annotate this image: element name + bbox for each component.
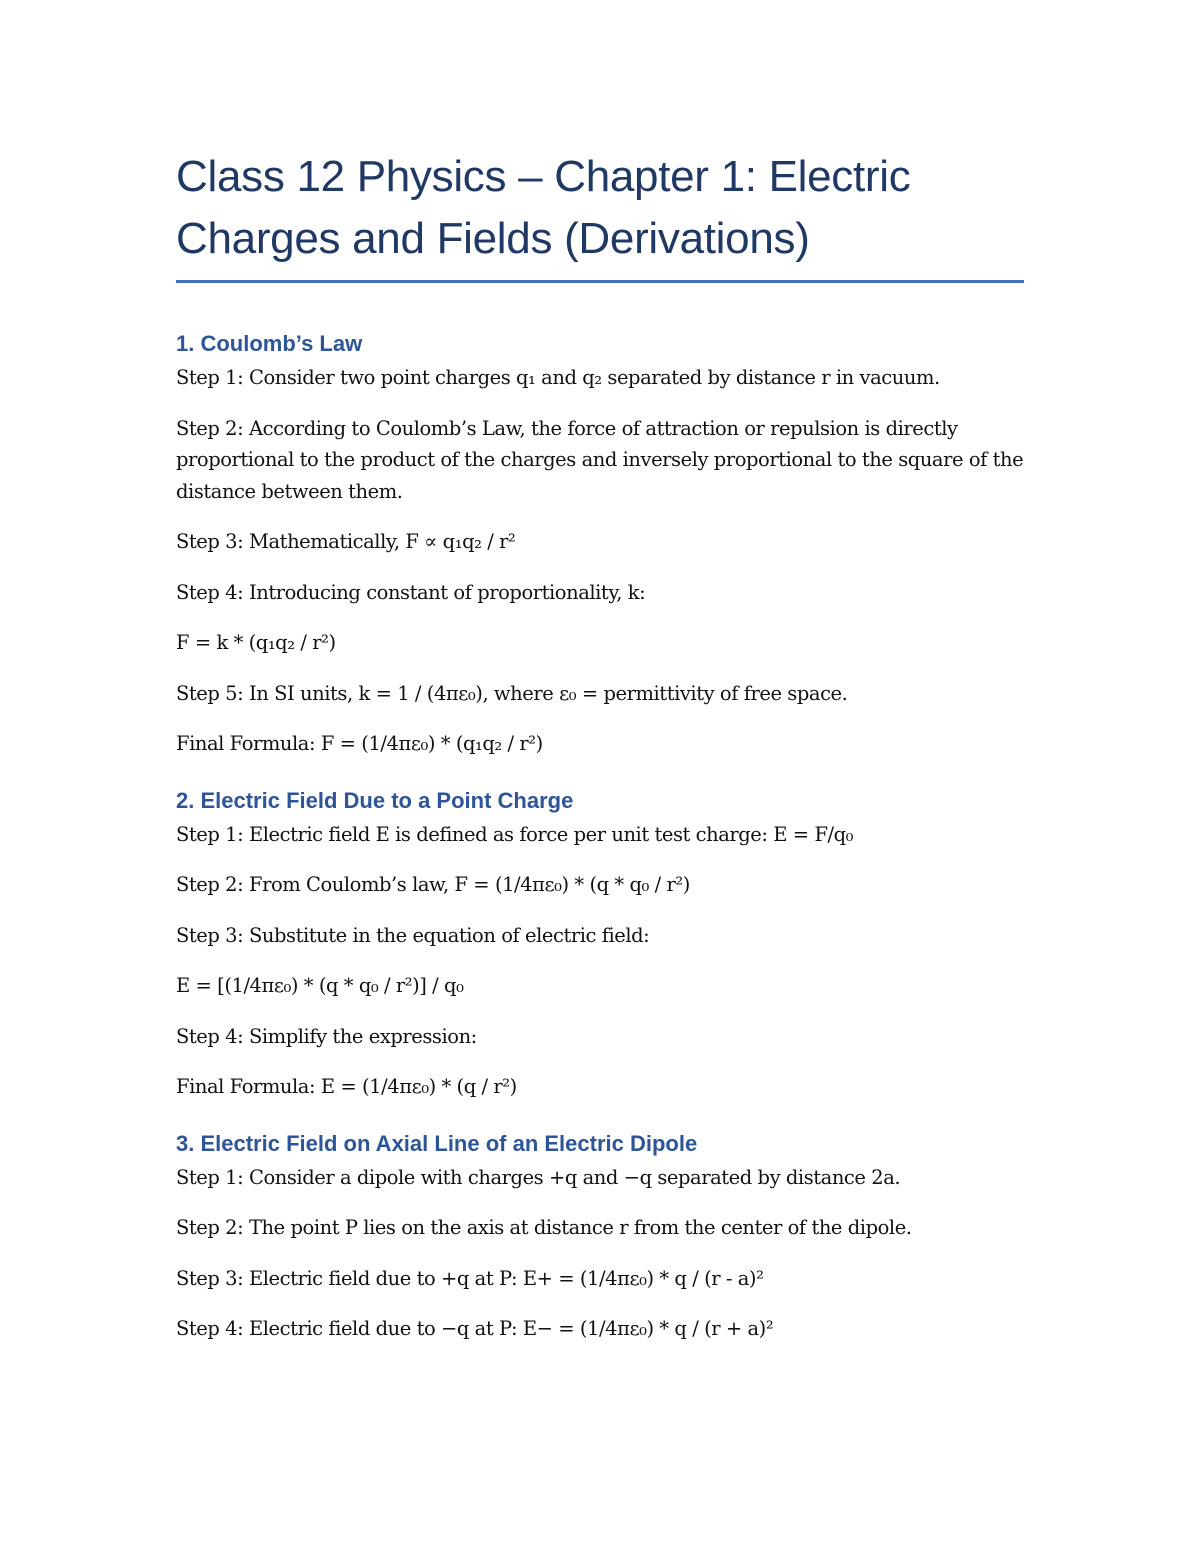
paragraph: Step 5: In SI units, k = 1 / (4πε₀), where ε₀ = permittivity of free space. bbox=[176, 681, 848, 705]
paragraph: Step 3: Electric field due to +q at P: E+ = (1/4πε₀) * q / (r - a)² bbox=[176, 1266, 764, 1290]
section-heading: 1. Coulomb’s Law bbox=[176, 331, 363, 356]
paragraph: Step 4: Electric field due to −q at P: E− = (1/4πε₀) * q / (r + a)² bbox=[176, 1317, 774, 1340]
paragraph: Step 2: From Coulomb’s law, F = (1/4πε₀) * (q * q₀ / r²) bbox=[176, 873, 690, 896]
document-page bbox=[176, 146, 1029, 1364]
final-formula: Final Formula: E = (1/4πε₀) * (q / r²) bbox=[176, 1075, 517, 1098]
paragraph: Step 4: Simplify the expression: bbox=[176, 1024, 477, 1048]
formula: E = [(1/4πε₀) * (q * q₀ / r²)] / q₀ bbox=[176, 974, 464, 997]
formula: F = k * (q₁q₂ / r²) bbox=[176, 631, 336, 654]
section-coulombs-law bbox=[176, 330, 1029, 760]
paragraph: Step 1: Electric field E is defined as force per unit test charge: E = F/q₀ bbox=[176, 822, 854, 846]
final-formula: Final Formula: F = (1/4πε₀) * (q₁q₂ / r²) bbox=[176, 732, 543, 755]
section-heading: 3. Electric Field on Axial Line of an Electric Dipole bbox=[176, 1130, 698, 1156]
paragraph: Step 2: According to Coulomb’s Law, the force of attraction or repulsion is directly proportional to the product of the charges and inversely proportional to the square of the distance between them. bbox=[176, 416, 1029, 503]
paragraph: Step 4: Introducing constant of proportionality, k: bbox=[176, 580, 646, 604]
section-heading: 2. Electric Field Due to a Point Charge bbox=[176, 787, 574, 813]
section-electric-field-point-charge bbox=[176, 787, 1024, 1103]
section-dipole-axial-field bbox=[176, 1130, 1024, 1345]
paragraph: Step 3: Mathematically, F ∝ q₁q₂ / r² bbox=[176, 530, 516, 553]
paragraph: Step 1: Consider two point charges q₁ and q₂ separated by distance r in vacuum. bbox=[176, 366, 940, 389]
paragraph: Step 1: Consider a dipole with charges +q and −q separated by distance 2a. bbox=[176, 1165, 901, 1189]
paragraph: Step 3: Substitute in the equation of electric field: bbox=[176, 923, 650, 947]
paragraph: Step 2: The point P lies on the axis at distance r from the center of the dipole. bbox=[176, 1216, 912, 1239]
document-title: Class 12 Physics – Chapter 1: Electric Charges and Fields (Derivations) bbox=[176, 152, 911, 263]
title-underline bbox=[176, 280, 1024, 283]
